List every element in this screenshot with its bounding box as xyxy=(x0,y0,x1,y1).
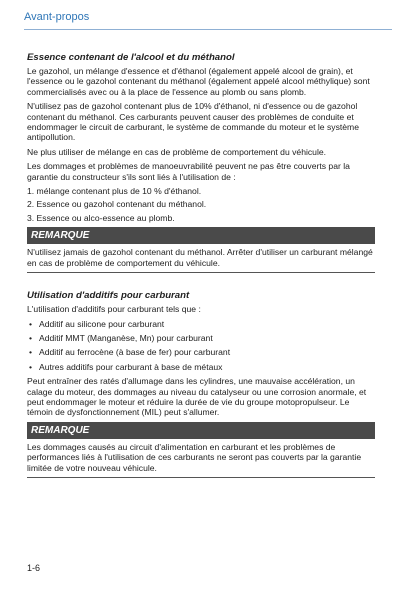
list-item xyxy=(27,319,375,329)
list-item-text: Autres additifs pour carburant à base de métaux xyxy=(39,361,223,372)
paragraph: Les dommages et problèmes de manoeuvrabilité peuvent ne pas être couverts par la garantie du constructeur s'ils sont liés à l'utilisation de : xyxy=(27,161,350,182)
list-item-text: Additif au silicone pour carburant xyxy=(39,318,165,329)
section-spacer xyxy=(27,273,375,290)
bullet-list xyxy=(27,319,375,373)
numbered-list xyxy=(27,186,375,223)
list-item xyxy=(27,362,375,372)
remarque-text: N'utilisez jamais de gazohol contenant du méthanol. Arrêter d'utiliser un carburant mélangé en cas de problème de comportement du véhicule. xyxy=(27,244,375,273)
list-item: 3. Essence ou alco-essence au plomb. xyxy=(27,212,175,223)
paragraph: N'utilisez pas de gazohol contenant plus de 10% d'éthanol, ni d'essence ou de gazohol contenant du méthanol. Ces carburants peuvent causer des problèmes de conduite et endommager le circuit de carburant, le système de commande du moteur et le système antipollution. xyxy=(27,101,359,143)
page-header xyxy=(24,10,392,30)
remarque-box xyxy=(27,422,375,478)
paragraph: L'utilisation d'additifs pour carburant tels que : xyxy=(27,304,201,315)
page-number: 1-6 xyxy=(27,563,41,573)
remarque-label: REMARQUE xyxy=(27,422,375,439)
remarque-box xyxy=(27,227,375,273)
remarque-text: Les dommages causés au circuit d'alimentation en carburant et les problèmes de performances liés à l'utilisation de ces carburants ne seront pas couverts par la garantie limitée de votre nouveau véhicule. xyxy=(27,439,375,478)
header-title: Avant-propos xyxy=(24,11,90,23)
list-item xyxy=(27,333,375,343)
list-item-text: Additif MMT (Manganèse, Mn) pour carburant xyxy=(39,332,213,343)
bullet-icon: • xyxy=(29,332,33,343)
bullet-icon: • xyxy=(29,347,33,358)
page-content xyxy=(27,52,375,478)
section-title: Essence contenant de l'alcool et du méthanol xyxy=(27,52,235,63)
bullet-icon: • xyxy=(29,361,33,372)
list-item: 1. mélange contenant plus de 10 % d'éthanol. xyxy=(27,186,202,197)
paragraph: Ne plus utiliser de mélange en cas de problème de comportement du véhicule. xyxy=(27,146,327,157)
list-item xyxy=(27,347,375,357)
remarque-label: REMARQUE xyxy=(27,227,375,244)
list-item-text: Additif au ferrocène (à base de fer) pour carburant xyxy=(39,347,231,358)
section-fuel-additives xyxy=(27,290,375,418)
paragraph: Peut entraîner des ratés d'allumage dans les cylindres, une mauvaise accélération, un calage du moteur, des dommages au niveau du catalyseur ou une corrosion anormale, et peut endommager le moteur et réduire la durée de vie du groupe motopropulseur. Le témoin de dysfonctionnement (MIL) peut s'allumer. xyxy=(27,376,367,418)
paragraph: Le gazohol, un mélange d'essence et d'éthanol (également appelé alcool de grain), et l'essence ou le gazohol contenant du méthanol (également appelé alcool méthylique) sont commercialisés avec ou à la place de l'essence au plomb ou sans plomb. xyxy=(27,66,370,97)
section-title: Utilisation d'additifs pour carburant xyxy=(27,290,190,302)
section-alcohol-methanol xyxy=(27,52,375,223)
list-item: 2. Essence ou gazohol contenant du méthanol. xyxy=(27,199,207,210)
bullet-icon: • xyxy=(29,318,33,329)
